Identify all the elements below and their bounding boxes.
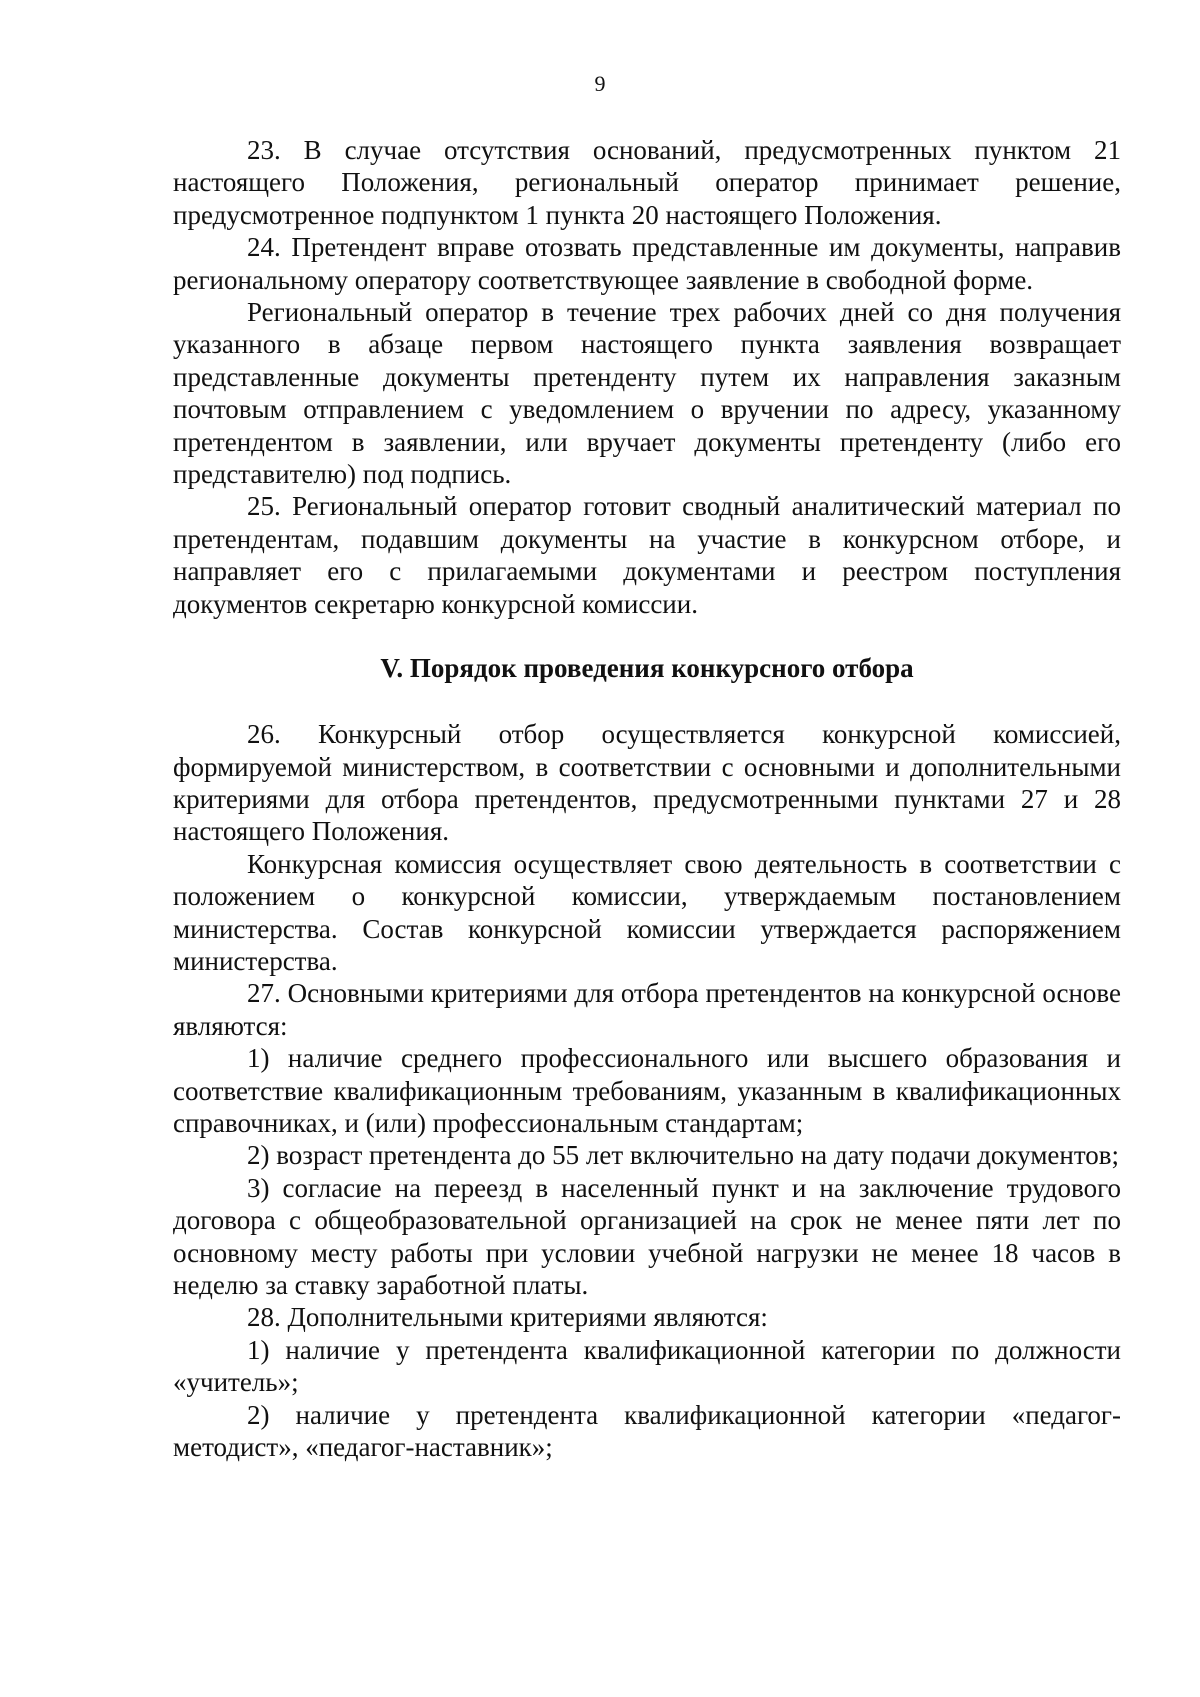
section-heading: V. Порядок проведения конкурсного отбора: [380, 653, 914, 684]
paragraph-23: 23. В случае отсутствия оснований, предусмотренных пунктом 21 настоящего Положения, региональный оператор принимает решение, предусмотренное подпунктом 1 пункта 20 настоящего Положения.: [173, 135, 1121, 230]
paragraph-27-item-3: 3) согласие на переезд в населенный пункт и на заключение трудового договора с общеобразовательной организацией на срок не менее пяти лет по основному месту работы при условии учебной нагрузки не менее 18 часов в неделю за ставку заработной платы.: [173, 1172, 1121, 1300]
paragraph-26: 26. Конкурсный отбор осуществляется конкурсной комиссией, формируемой министерством, в соответствии с основными и дополнительными критериями для отбора претендентов, предусмотренными пунктами 27 и 28 настоящего Положения.: [173, 719, 1121, 847]
document-body: [173, 134, 1121, 1463]
paragraph-28-item-1: 1) наличие у претендента квалификационной категории по должности «учитель»;: [173, 1334, 1121, 1398]
paragraph-28: 28. Дополнительными критериями являются:: [247, 1302, 768, 1333]
paragraph-27-item-2: 2) возраст претендента до 55 лет включительно на дату подачи документов;: [247, 1140, 1120, 1171]
page-number: 9: [594, 71, 606, 96]
paragraph-27: 27. Основными критериями для отбора претендентов на конкурсной основе являются:: [173, 978, 1121, 1041]
paragraph-26-second: Конкурсная комиссия осуществляет свою деятельность в соответствии с положением о конкурсной комиссии, утверждаемым постановлением министерства. Состав конкурсной комиссии утверждается распоряжением министерства.: [173, 848, 1121, 976]
paragraph-24-second: Региональный оператор в течение трех рабочих дней со дня получения указанного в абзаце первом настоящего пункта заявления возвращает представленные документы претенденту путем их направления заказным почтовым отправлением с уведомлением о вручении по адресу, указанному претендентом в заявлении, или вручает документы претенденту (либо его представителю) под подпись.: [173, 297, 1121, 490]
paragraph-24: 24. Претендент вправе отозвать представленные им документы, направив региональному оператору соответствующее заявление в свободной форме.: [173, 232, 1121, 295]
paragraph-28-item-2: 2) наличие у претендента квалификационной категории «педагог-методист», «педагог-наставник»;: [173, 1399, 1121, 1463]
paragraph-25: 25. Региональный оператор готовит сводный аналитический материал по претендентам, подавшим документы на участие в конкурсном отборе, и направляет его с прилагаемыми документами и реестром поступления документов секретарю конкурсной комиссии.: [173, 491, 1121, 619]
paragraph-27-item-1: 1) наличие среднего профессионального или высшего образования и соответствие квалификационным требованиям, указанным в квалификационных справочниках, и (или) профессиональным стандартам;: [173, 1043, 1121, 1138]
